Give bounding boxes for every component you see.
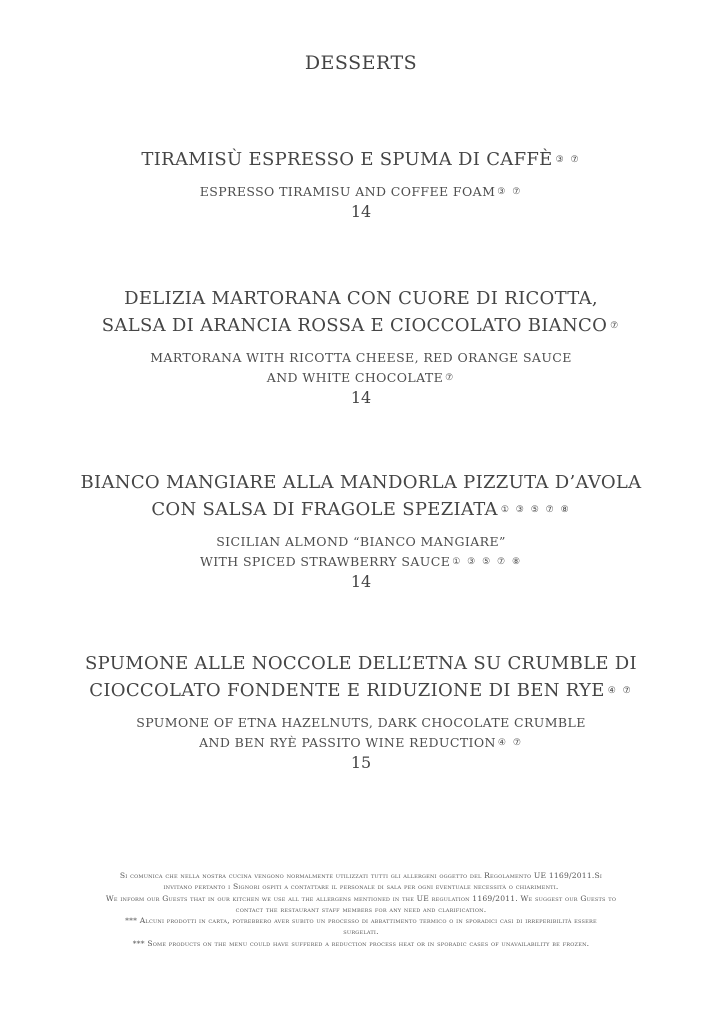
dish-name-italian [0,650,722,705]
allergen-icons: ① ③ ⑤ ⑦ ⑧ [500,504,571,515]
dish-price: 14 [350,388,372,407]
dish-translation-line: SPUMONE OF ETNA HAZELNUTS, DARK CHOCOLATE CRUMBLE [136,714,586,730]
dish-name-italian [0,146,722,174]
notice-line: *** Alcuni prodotti in carta, potrebbero aver subito un processo di abbattimento termico o in sporadici casi di irreperibilità essere [125,916,597,926]
dish-translation-line: WITH SPICED STRAWBERRY SAUCE [199,553,451,569]
dish-name-italian [0,469,722,524]
allergen-icons: ① ③ ⑤ ⑦ ⑧ [452,557,523,567]
dish-name-line: DELIZIA MARTORANA CON CUORE DI RICOTTA, [124,288,598,309]
dish-item [0,469,722,591]
dish-name-line: CIOCCOLATO FONDENTE E RIDUZIONE DI BEN RYE [89,680,605,701]
dish-price: 14 [350,572,372,591]
allergen-icons: ③ ⑦ [555,154,581,165]
notice-line: invitano pertanto i Signori ospiti a contattare il personale di sala per ogni eventuale necessità o chiarimenti. [163,882,559,892]
page-title: DESSERTS [304,52,418,74]
dish-name-line: BIANCO MANGIARE ALLA MANDORLA PIZZUTA D’AVOLA [80,472,642,493]
dish-item [0,146,722,221]
allergen-icons: ④ ⑦ [497,738,523,748]
notice-line: Si comunica che nella nostra cucina vengono normalmente utilizzati tutti gli allergeni oggetto del Regolamento UE 1169/2011.Si [119,871,603,880]
dish-item [0,650,722,772]
dish-price: 14 [350,202,372,221]
allergen-icons: ⑦ [445,373,456,383]
dish-name-line: SALSA DI ARANCIA ROSSA E CIOCCOLATO BIANCO [101,315,608,336]
notice-line: We inform our Guests that in our kitchen we use all the allergens mentioned in the UE regulation 1169/2011. We suggest our Guests to [105,893,617,903]
allergen-icons: ⑦ [610,320,621,331]
dish-name-line: SPUMONE ALLE NOCCOLE DELL’ETNA SU CRUMBLE DI [85,653,637,674]
dish-item [0,285,722,407]
dish-translation-line: AND BEN RYÈ PASSITO WINE REDUCTION [199,734,496,750]
notice-line: contact the restaurant staff members for any need and clarification. [235,904,487,914]
notice-line: *** Some products on the menu could have suffered a reduction process heat or in sporadic cases of unavailability be frozen. [132,938,590,948]
dish-name-english [0,532,722,573]
dish-name-english [0,713,722,754]
dish-translation-line: MARTORANA WITH RICOTTA CHEESE, RED ORANGE SAUCE [150,349,572,365]
dish-name-line: CON SALSA DI FRAGOLE SPEZIATA [151,499,498,520]
allergen-icons: ④ ⑦ [607,685,633,696]
notice-line: surgelati. [343,927,379,937]
allergen-icons: ③ ⑦ [497,187,523,197]
dish-translation-line: ESPRESSO TIRAMISU AND COFFEE FOAM [199,183,496,199]
dish-translation-line: AND WHITE CHOCOLATE [266,369,444,385]
dish-translation-line: SICILIAN ALMOND “BIANCO MANGIARE” [216,533,506,549]
dish-name-english [0,182,722,203]
allergen-notice [40,870,682,949]
dish-name-italian [0,285,722,340]
dish-name-english [0,348,722,389]
dish-name-line: TIRAMISÙ ESPRESSO E SPUMA DI CAFFÈ [141,149,553,170]
dish-price: 15 [350,753,372,772]
